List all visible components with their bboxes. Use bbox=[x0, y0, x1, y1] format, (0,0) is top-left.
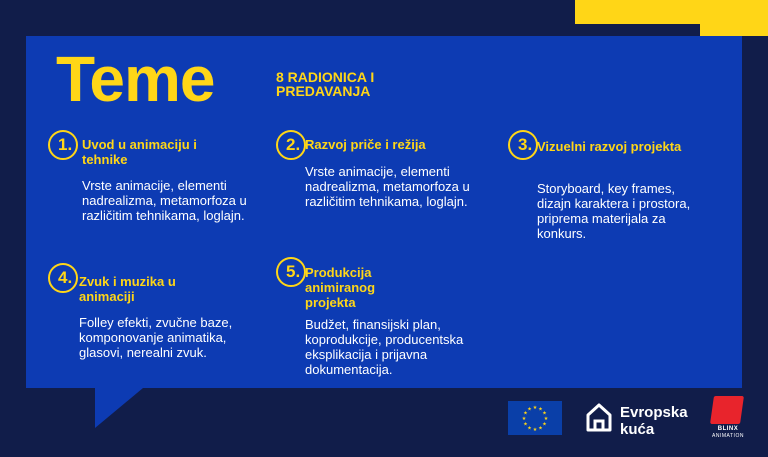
topic-2-title: Razvoj priče i režija bbox=[305, 137, 426, 152]
page-subtitle: 8 RADIONICA I PREDAVANJA bbox=[276, 69, 375, 99]
svg-text:★: ★ bbox=[527, 425, 532, 432]
svg-text:★: ★ bbox=[527, 406, 532, 413]
svg-text:★: ★ bbox=[523, 410, 528, 417]
topic-5-number: 5. bbox=[276, 257, 306, 287]
svg-text:★: ★ bbox=[532, 427, 538, 433]
svg-text:★: ★ bbox=[543, 416, 549, 422]
blinx-label-2: ANIMATION bbox=[712, 433, 744, 439]
house-icon bbox=[586, 402, 612, 432]
panel-speech-notch bbox=[95, 388, 143, 428]
topic-2-number: 2. bbox=[276, 130, 306, 160]
topic-4-number: 4. bbox=[48, 263, 78, 293]
topic-3-number: 3. bbox=[508, 130, 538, 160]
svg-text:★: ★ bbox=[532, 405, 538, 411]
evropska-kuca-logo bbox=[586, 400, 696, 438]
topic-1-title: Uvod u animaciju i tehnike bbox=[82, 137, 197, 167]
blinx-label-1: BLINX bbox=[717, 426, 739, 432]
topic-4-title: Zvuk i muzika u animaciji bbox=[79, 274, 176, 304]
svg-text:★: ★ bbox=[542, 410, 547, 417]
page-title: Teme bbox=[56, 43, 215, 115]
blinx-mark-icon bbox=[710, 396, 744, 424]
eu-stars-icon bbox=[508, 401, 562, 435]
svg-text:★: ★ bbox=[538, 425, 543, 432]
topic-4-description: Folley efekti, zvučne baze, komponovanje animatika, glasovi, nerealni zvuk. bbox=[79, 315, 233, 360]
decorative-yellow-tab-step bbox=[700, 24, 768, 36]
evropska-kuca-label-1: Evropska bbox=[620, 404, 688, 421]
evropska-kuca-label-2: kuća bbox=[620, 421, 655, 438]
svg-text:★: ★ bbox=[523, 421, 528, 428]
topic-1-description: Vrste animacije, elementi nadrealizma, metamorfoza u različitim tehnikama, loglajn. bbox=[82, 178, 247, 223]
svg-text:★: ★ bbox=[521, 416, 527, 422]
topic-3-description: Storyboard, key frames, dizajn karaktera i prostora, priprema materijala za konkurs. bbox=[537, 181, 691, 241]
topic-2-description: Vrste animacije, elementi nadrealizma, metamorfoza u različitim tehnikama, loglajn. bbox=[305, 164, 470, 209]
eu-flag-logo bbox=[508, 401, 562, 435]
svg-text:★: ★ bbox=[538, 406, 543, 413]
topic-5-title: Produkcija animiranog projekta bbox=[305, 265, 376, 310]
svg-text:★: ★ bbox=[542, 421, 547, 428]
decorative-yellow-tab bbox=[575, 0, 768, 24]
topic-3-title: Vizuelni razvoj projekta bbox=[537, 139, 682, 154]
topic-5-description: Budžet, finansijski plan, koprodukcije, producentska eksplikacija i prijavna dokumentacija. bbox=[305, 317, 464, 377]
blinx-animation-logo bbox=[708, 396, 746, 440]
topic-1-number: 1. bbox=[48, 130, 78, 160]
